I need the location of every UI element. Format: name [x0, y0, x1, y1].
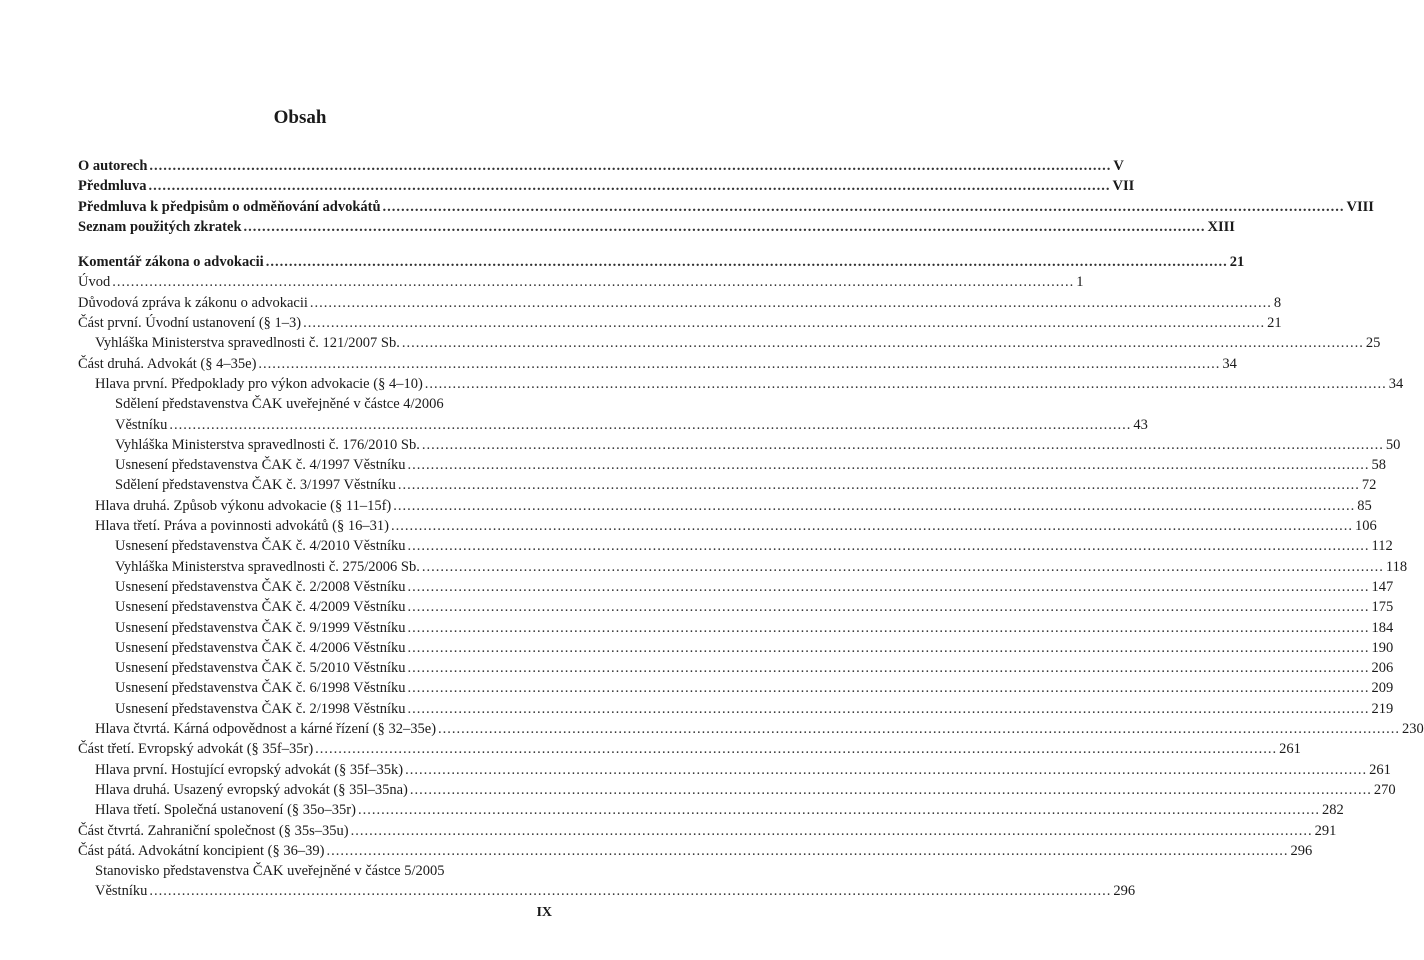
page-title: Obsah	[273, 107, 327, 128]
dot-leader	[422, 557, 1384, 577]
toc-entry-title: Část druhá. Advokát (§ 4–35e)	[78, 355, 257, 372]
toc-entry	[78, 760, 1391, 780]
toc-entry-page: 43	[1133, 416, 1148, 433]
toc-entry-title: Seznam použitých zkratek	[78, 218, 242, 235]
dot-leader	[398, 475, 1360, 495]
dot-leader	[402, 333, 1364, 353]
section-gap	[78, 237, 543, 252]
dot-leader	[383, 197, 1345, 217]
toc-entry	[78, 394, 1148, 435]
toc-entry-title: Usnesení představenstva ČAK č. 4/2010 Věstníku	[115, 538, 406, 555]
dot-leader	[266, 252, 1228, 272]
dot-leader	[351, 821, 1313, 841]
toc-entry-title: Předmluva	[78, 178, 147, 195]
toc-entry-page: V	[1113, 158, 1124, 174]
toc-entry-page: 112	[1371, 538, 1393, 555]
toc-entry-page: 219	[1371, 700, 1394, 717]
toc-entry-title: Usnesení představenstva ČAK č. 4/2006 Věstníku	[115, 639, 406, 656]
toc-entry	[78, 577, 1394, 597]
toc-entry	[78, 455, 1386, 475]
toc-entry-title: Hlava první. Předpoklady pro výkon advokacie (§ 4–10)	[95, 375, 423, 392]
dot-leader	[326, 841, 1288, 861]
toc-entry	[78, 516, 1377, 536]
toc-entry-page: 118	[1385, 558, 1408, 575]
toc-entry-page: 147	[1371, 578, 1394, 595]
dot-leader	[244, 217, 1206, 237]
toc-entry-title: O autorech	[78, 158, 148, 174]
toc-entry	[78, 618, 1394, 638]
dot-leader	[169, 415, 1131, 435]
toc-entry	[78, 252, 1245, 272]
dot-leader	[408, 455, 1370, 475]
dot-leader	[310, 293, 1272, 313]
toc-entry-page: 209	[1371, 680, 1394, 697]
toc-entry	[78, 354, 1237, 374]
dot-leader	[408, 536, 1370, 556]
toc-entry-title: Vyhláška Ministerstva spravedlnosti č. 275/2006 Sb.	[115, 558, 420, 575]
dot-leader	[303, 313, 1265, 333]
toc-entry	[78, 821, 1337, 841]
toc-entry-page: 261	[1369, 761, 1391, 778]
toc-entry-page: 291	[1314, 822, 1337, 839]
toc-entry-title: Část první. Úvodní ustanovení (§ 1–3)	[78, 315, 302, 332]
toc-entry-page: 261	[1279, 741, 1301, 758]
toc-entry-page: 34	[1222, 355, 1237, 372]
toc-entry-page: 270	[1373, 781, 1396, 798]
toc-entry-page: 25	[1365, 335, 1381, 352]
toc-entry-title: Usnesení představenstva ČAK č. 4/1997 Věstníku	[115, 457, 406, 474]
toc-entry-title: Hlava třetí. Společná ustanovení (§ 35o–35r)	[95, 802, 356, 819]
toc-entry	[78, 536, 1393, 556]
toc-entry	[78, 374, 1404, 394]
toc-entry-page: 1	[1076, 274, 1084, 291]
toc-entry	[78, 272, 1084, 292]
toc-entry-title: Sdělení představenstva ČAK uveřejněné v částce 4/2006	[115, 396, 444, 413]
toc-entry	[78, 658, 1394, 678]
toc-entry	[78, 313, 1282, 333]
toc-entry-title: Usnesení představenstva ČAK č. 2/2008 Věstníku	[115, 578, 406, 595]
dot-leader	[149, 881, 1111, 901]
toc-entry	[78, 638, 1394, 658]
toc-entry-title: Usnesení představenstva ČAK č. 9/1999 Věstníku	[115, 619, 406, 636]
toc-entry-title: Část čtvrtá. Zahraniční společnost (§ 35s–35u)	[78, 822, 349, 839]
dot-leader	[358, 800, 1320, 820]
toc-entry-title: Předmluva k předpisům o odměňování advokátů	[78, 198, 381, 215]
dot-leader	[425, 374, 1387, 394]
toc-entry	[78, 841, 1313, 861]
dot-leader	[391, 516, 1353, 536]
toc-entry-title: Hlava první. Hostující evropský advokát (§ 35f–35k)	[95, 761, 404, 778]
toc-entry-title: Hlava druhá. Usazený evropský advokát (§ 35l–35na)	[95, 781, 408, 798]
table-of-contents	[78, 156, 1424, 902]
toc-entry-title: Hlava čtvrtá. Kárná odpovědnost a kárné řízení (§ 32–35e)	[95, 721, 437, 738]
toc-entry-page: 85	[1357, 497, 1372, 514]
toc-entry-title: Část třetí. Evropský advokát (§ 35f–35r)	[78, 741, 314, 758]
toc-entry-page: VIII	[1346, 198, 1374, 215]
dot-leader	[258, 354, 1220, 374]
toc-entry	[78, 861, 1136, 902]
dot-leader	[408, 658, 1370, 678]
toc-entry-page: 34	[1388, 375, 1404, 392]
toc-entry-page: 8	[1273, 294, 1282, 311]
dot-leader	[315, 739, 1277, 759]
dot-leader	[408, 699, 1370, 719]
toc-entry-title: Usnesení představenstva ČAK č. 2/1998 Věstníku	[115, 700, 406, 717]
toc-entry-title: Komentář zákona o advokacii	[78, 254, 264, 271]
toc-entry-page: XIII	[1207, 218, 1235, 235]
toc-entry-title: Důvodová zpráva k zákonu o advokacii	[78, 294, 308, 311]
toc-entry-title: Vyhláška Ministerstva spravedlnosti č. 121/2007 Sb.	[95, 335, 400, 352]
dot-leader	[148, 176, 1110, 196]
toc-entry-title: Úvod	[78, 274, 111, 291]
toc-entry-page: 175	[1371, 599, 1394, 616]
toc-entry	[78, 597, 1394, 617]
page-number: IX	[536, 905, 552, 920]
toc-entry-title: Vyhláška Ministerstva spravedlnosti č. 176/2010 Sb.	[115, 436, 420, 453]
toc-entry-title: Stanovisko představenstva ČAK uveřejněné v částce 5/2005	[95, 863, 445, 880]
toc-entry-page: 296	[1113, 883, 1136, 900]
toc-entry-title: Hlava třetí. Práva a povinnosti advokátů (§ 16–31)	[95, 518, 389, 535]
toc-entry-page: 230	[1402, 721, 1424, 738]
toc-entry	[78, 496, 1372, 516]
toc-entry-title: Usnesení představenstva ČAK č. 5/2010 Věstníku	[115, 660, 406, 677]
dot-leader	[149, 156, 1111, 176]
toc-entry-page: 21	[1229, 254, 1245, 271]
toc-entry-title-continued: Věstníku	[95, 883, 148, 900]
toc-entry-page: 184	[1371, 619, 1394, 636]
toc-entry-page: 190	[1371, 639, 1394, 656]
toc-entry-page: 50	[1385, 436, 1401, 453]
dot-leader	[422, 435, 1384, 455]
dot-leader	[410, 780, 1372, 800]
toc-entry	[78, 293, 1282, 313]
toc-entry-page: 282	[1321, 802, 1344, 819]
dot-leader	[112, 272, 1074, 292]
toc-entry-title: Usnesení představenstva ČAK č. 4/2009 Věstníku	[115, 599, 406, 616]
toc-entry-title: Usnesení představenstva ČAK č. 6/1998 Věstníku	[115, 680, 406, 697]
toc-entry-title: Sdělení představenstva ČAK č. 3/1997 Věstníku	[115, 477, 396, 494]
toc-entry	[78, 800, 1344, 820]
toc-entry-title: Hlava druhá. Způsob výkonu advokacie (§ 11–15f)	[95, 497, 392, 514]
toc-entry	[78, 435, 1401, 455]
toc-entry-page: 21	[1267, 315, 1282, 332]
toc-entry	[78, 176, 1135, 196]
toc-entry	[78, 557, 1408, 577]
dot-leader	[405, 760, 1367, 780]
toc-entry	[78, 719, 1424, 739]
toc-entry-title: Část pátá. Advokátní koncipient (§ 36–39)	[78, 842, 325, 859]
toc-entry	[78, 739, 1301, 759]
dot-leader	[393, 496, 1355, 516]
toc-entry	[78, 217, 1235, 237]
toc-entry-page: 72	[1361, 477, 1377, 494]
dot-leader	[408, 638, 1370, 658]
toc-entry-page: 296	[1290, 842, 1313, 859]
front-matter-list	[78, 156, 1374, 237]
toc-entry-page: 58	[1371, 457, 1386, 474]
dot-leader	[408, 577, 1370, 597]
toc-entry-page: 106	[1354, 518, 1377, 535]
main-contents-list	[78, 252, 1424, 902]
dot-leader	[408, 597, 1370, 617]
toc-entry-page: VII	[1112, 178, 1135, 195]
dot-leader	[408, 618, 1370, 638]
toc-entry	[78, 333, 1381, 353]
toc-entry	[78, 780, 1396, 800]
toc-entry	[78, 678, 1394, 698]
dot-leader	[438, 719, 1400, 739]
toc-entry-title-continued: Věstníku	[115, 416, 168, 433]
toc-entry-page: 206	[1371, 660, 1394, 677]
toc-entry	[78, 197, 1374, 217]
dot-leader	[408, 678, 1370, 698]
toc-entry	[78, 475, 1377, 495]
toc-entry	[78, 699, 1394, 719]
toc-entry	[78, 156, 1124, 176]
